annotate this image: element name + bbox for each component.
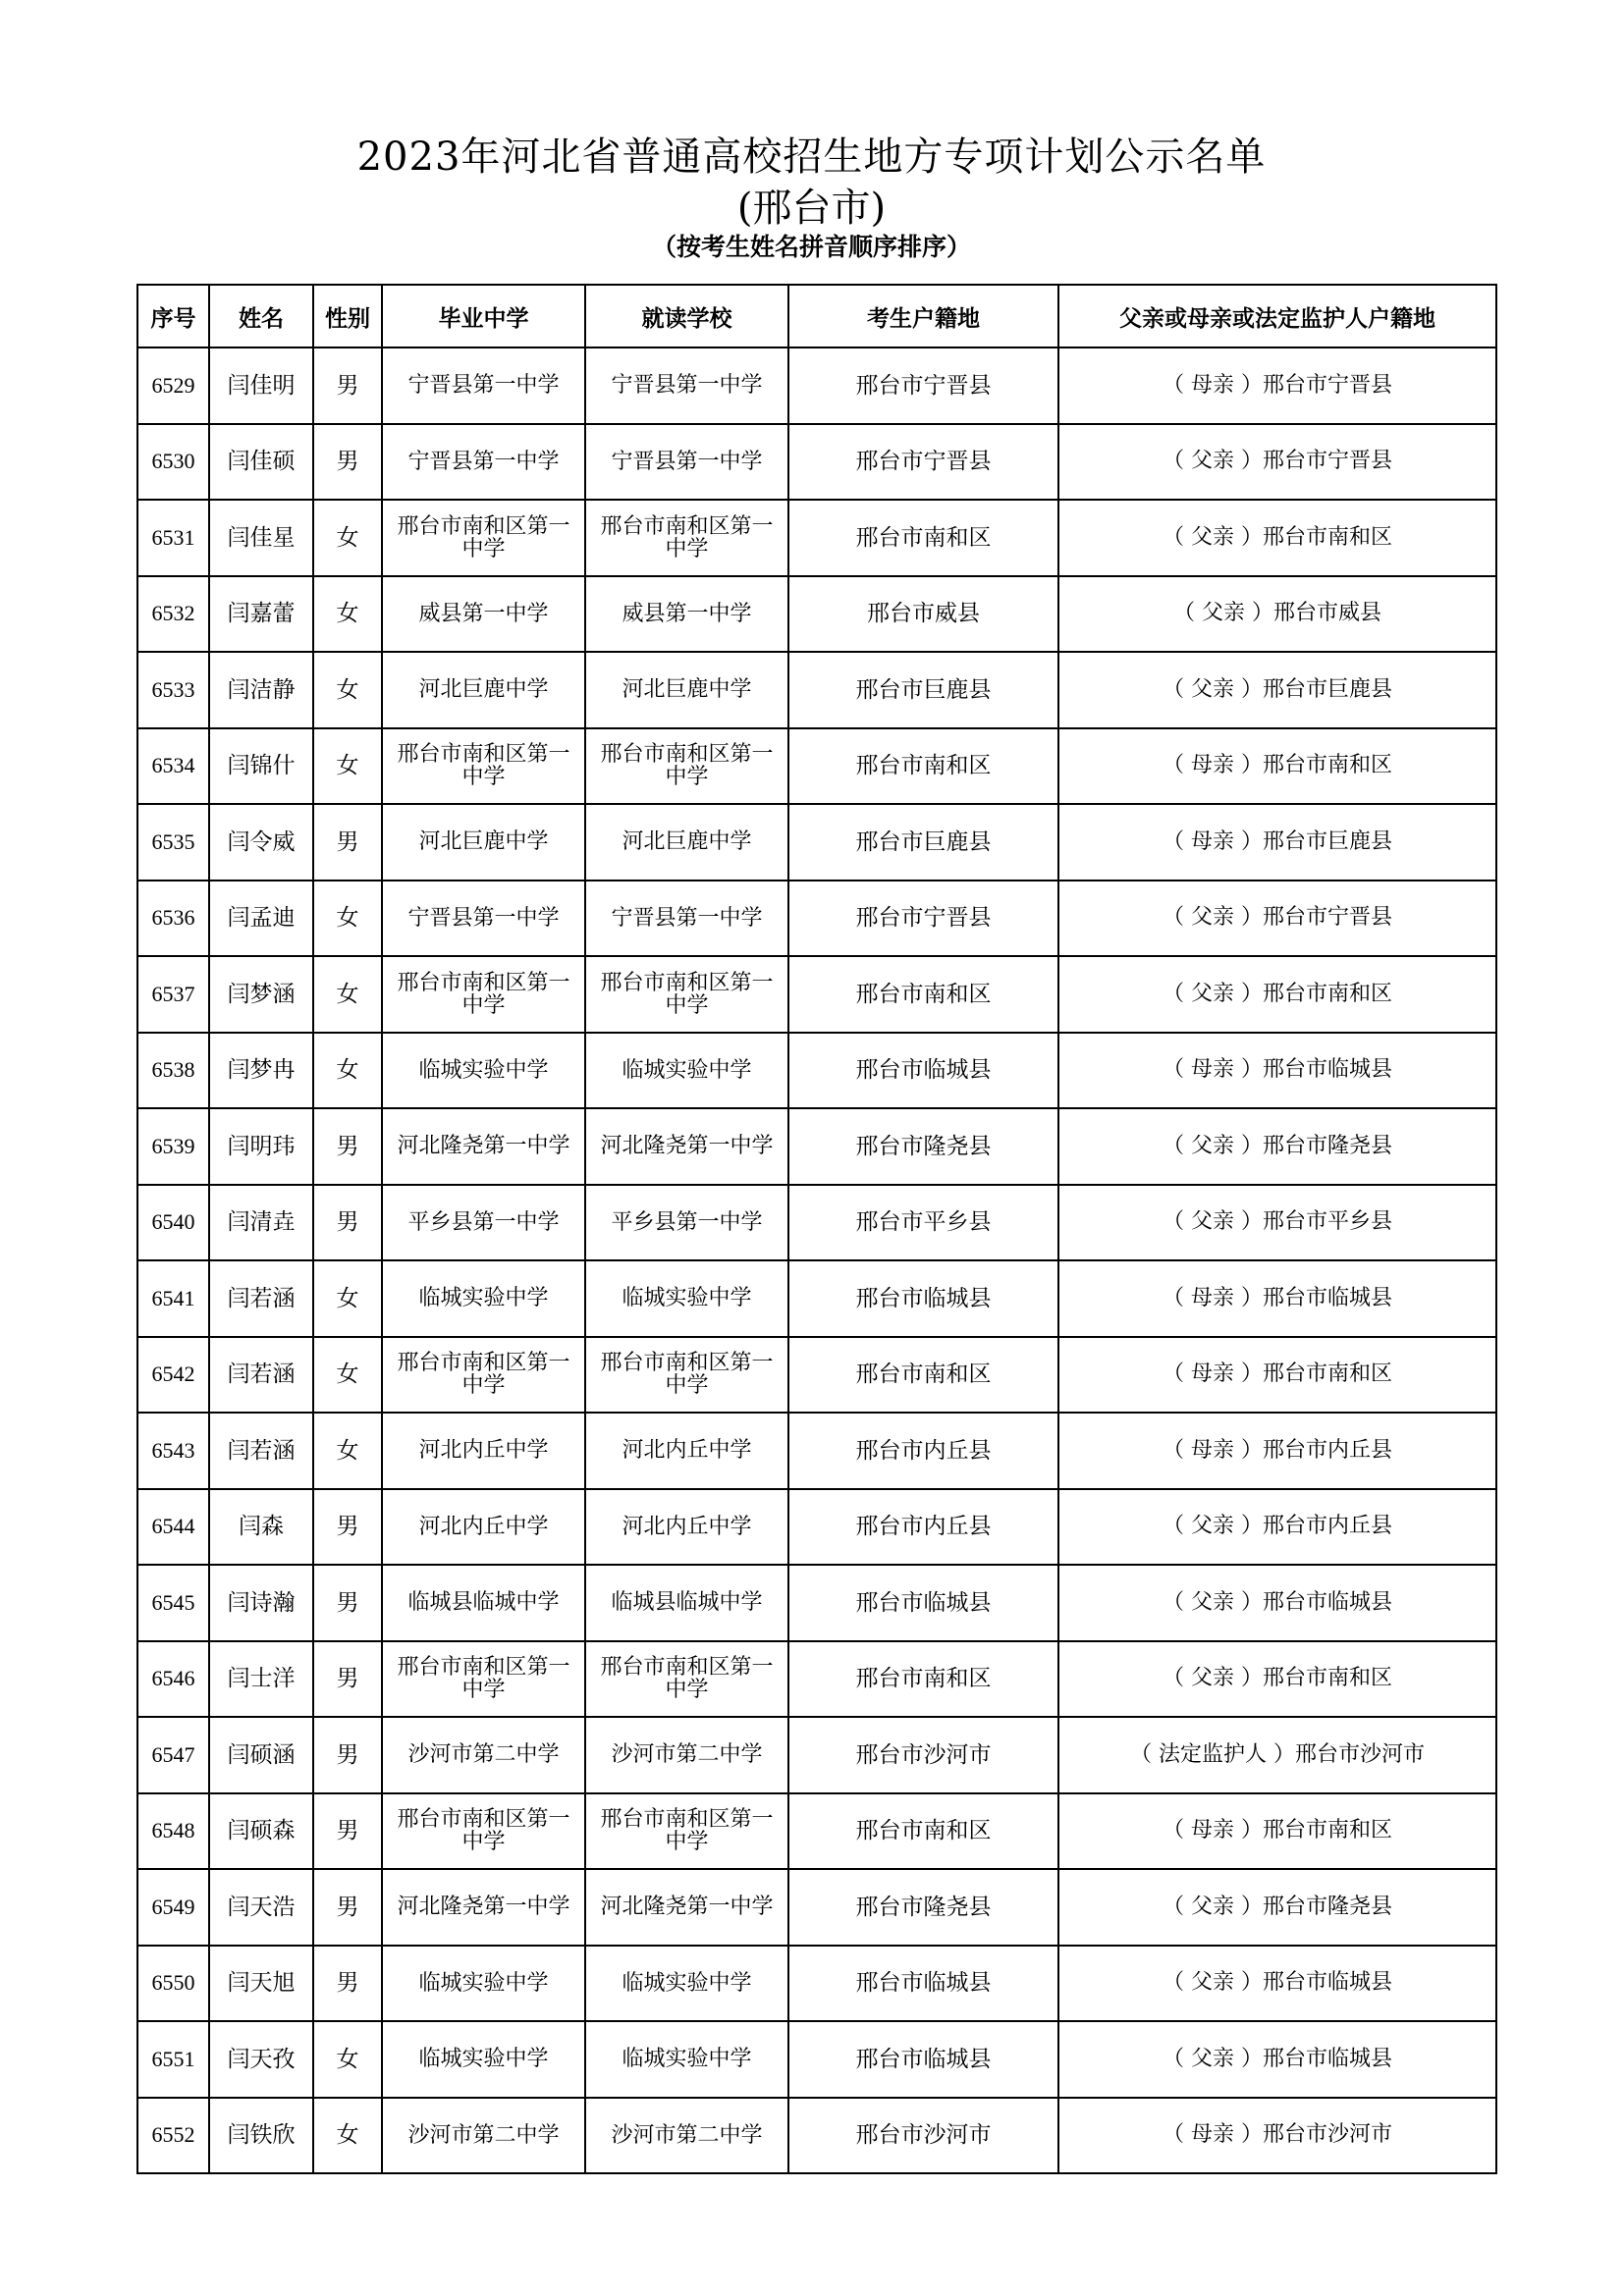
cell-gender: 男 [313, 1946, 382, 2022]
cell-index: 6545 [137, 1565, 209, 1641]
cell-student-residence: 邢台市临城县 [788, 2021, 1058, 2098]
document-subtitle: (邢台市) [736, 186, 887, 231]
cell-guardian-residence: （ 父亲 ）邢台市南和区 [1058, 1641, 1496, 1718]
cell-graduation-school: 临城实验中学 [382, 2021, 585, 2098]
cell-graduation-school: 河北隆尧第一中学 [382, 1108, 585, 1185]
cell-student-residence: 邢台市南和区 [788, 1793, 1058, 1870]
cell-gender: 女 [313, 1337, 382, 1414]
cell-student-residence: 邢台市威县 [788, 576, 1058, 653]
cell-student-residence: 邢台市临城县 [788, 1946, 1058, 2022]
cell-graduation-school: 宁晋县第一中学 [382, 881, 585, 957]
table-row [137, 500, 1496, 576]
cell-graduation-school: 邢台市南和区第一中学 [382, 728, 585, 805]
cell-index: 6530 [137, 424, 209, 501]
cell-student-residence: 邢台市南和区 [788, 956, 1058, 1033]
cell-current-school: 宁晋县第一中学 [585, 347, 788, 424]
header-gender: 性别 [313, 285, 382, 347]
cell-graduation-school: 宁晋县第一中学 [382, 424, 585, 501]
cell-index: 6531 [137, 500, 209, 576]
cell-name: 闫天浩 [209, 1869, 313, 1946]
cell-index: 6544 [137, 1489, 209, 1566]
cell-graduation-school: 平乡县第一中学 [382, 1185, 585, 1261]
cell-gender: 女 [313, 2098, 382, 2174]
roster-table [136, 284, 1497, 2174]
cell-current-school: 邢台市南和区第一中学 [585, 1337, 788, 1414]
cell-student-residence: 邢台市内丘县 [788, 1413, 1058, 1489]
cell-current-school: 邢台市南和区第一中学 [585, 1793, 788, 1870]
cell-gender: 男 [313, 1641, 382, 1718]
cell-graduation-school: 临城实验中学 [382, 1946, 585, 2022]
document-title: 2023年河北省普通高校招生地方专项计划公示名单 [356, 134, 1267, 180]
cell-guardian-residence: （ 母亲 ）邢台市临城县 [1058, 1033, 1496, 1109]
cell-name: 闫森 [209, 1489, 313, 1566]
cell-guardian-residence: （ 法定监护人 ）邢台市沙河市 [1058, 1717, 1496, 1793]
cell-name: 闫锦什 [209, 728, 313, 805]
cell-current-school: 宁晋县第一中学 [585, 424, 788, 501]
cell-graduation-school: 临城县临城中学 [382, 1565, 585, 1641]
cell-gender: 女 [313, 1413, 382, 1489]
cell-index: 6532 [137, 576, 209, 653]
cell-guardian-residence: （ 母亲 ）邢台市宁晋县 [1058, 347, 1496, 424]
cell-index: 6537 [137, 956, 209, 1033]
header-guardian-residence: 父亲或母亲或法定监护人户籍地 [1058, 285, 1496, 347]
table-row [137, 2021, 1496, 2098]
table-row [137, 1413, 1496, 1489]
cell-guardian-residence: （ 父亲 ）邢台市内丘县 [1058, 1489, 1496, 1566]
header-name: 姓名 [209, 285, 313, 347]
table-row [137, 1641, 1496, 1718]
cell-graduation-school: 邢台市南和区第一中学 [382, 1337, 585, 1414]
cell-index: 6552 [137, 2098, 209, 2174]
header-current-school: 就读学校 [585, 285, 788, 347]
cell-student-residence: 邢台市巨鹿县 [788, 652, 1058, 728]
cell-student-residence: 邢台市隆尧县 [788, 1869, 1058, 1946]
cell-guardian-residence: （ 母亲 ）邢台市内丘县 [1058, 1413, 1496, 1489]
cell-student-residence: 邢台市隆尧县 [788, 1108, 1058, 1185]
cell-current-school: 临城实验中学 [585, 1260, 788, 1337]
header-index: 序号 [137, 285, 209, 347]
cell-graduation-school: 河北内丘中学 [382, 1489, 585, 1566]
cell-student-residence: 邢台市宁晋县 [788, 424, 1058, 501]
cell-guardian-residence: （ 父亲 ）邢台市宁晋县 [1058, 881, 1496, 957]
cell-guardian-residence: （ 母亲 ）邢台市临城县 [1058, 1260, 1496, 1337]
cell-name: 闫天旭 [209, 1946, 313, 2022]
cell-name: 闫硕涵 [209, 1717, 313, 1793]
cell-gender: 女 [313, 956, 382, 1033]
cell-guardian-residence: （ 父亲 ）邢台市威县 [1058, 576, 1496, 653]
table-row [137, 1185, 1496, 1261]
cell-graduation-school: 邢台市南和区第一中学 [382, 1641, 585, 1718]
cell-graduation-school: 河北巨鹿中学 [382, 652, 585, 728]
cell-index: 6547 [137, 1717, 209, 1793]
cell-student-residence: 邢台市南和区 [788, 1337, 1058, 1414]
cell-guardian-residence: （ 母亲 ）邢台市南和区 [1058, 728, 1496, 805]
table-row [137, 1337, 1496, 1414]
cell-index: 6543 [137, 1413, 209, 1489]
cell-guardian-residence: （ 母亲 ）邢台市南和区 [1058, 1793, 1496, 1870]
cell-gender: 女 [313, 1033, 382, 1109]
cell-index: 6535 [137, 804, 209, 881]
table-row [137, 424, 1496, 501]
cell-student-residence: 邢台市临城县 [788, 1033, 1058, 1109]
cell-index: 6549 [137, 1869, 209, 1946]
cell-current-school: 河北内丘中学 [585, 1489, 788, 1566]
cell-name: 闫明玮 [209, 1108, 313, 1185]
cell-gender: 女 [313, 1260, 382, 1337]
cell-student-residence: 邢台市平乡县 [788, 1185, 1058, 1261]
cell-student-residence: 邢台市沙河市 [788, 2098, 1058, 2174]
cell-graduation-school: 邢台市南和区第一中学 [382, 1793, 585, 1870]
table-header-row [137, 285, 1496, 347]
table-row [137, 1033, 1496, 1109]
cell-current-school: 邢台市南和区第一中学 [585, 956, 788, 1033]
cell-index: 6548 [137, 1793, 209, 1870]
cell-current-school: 河北内丘中学 [585, 1413, 788, 1489]
cell-graduation-school: 邢台市南和区第一中学 [382, 500, 585, 576]
cell-current-school: 邢台市南和区第一中学 [585, 1641, 788, 1718]
document-note: （按考生姓名拼音顺序排序） [651, 233, 971, 261]
cell-name: 闫梦冉 [209, 1033, 313, 1109]
cell-guardian-residence: （ 母亲 ）邢台市沙河市 [1058, 2098, 1496, 2174]
cell-gender: 男 [313, 1185, 382, 1261]
table-row [137, 1717, 1496, 1793]
table-row [137, 347, 1496, 424]
cell-gender: 女 [313, 500, 382, 576]
cell-graduation-school: 临城实验中学 [382, 1033, 585, 1109]
cell-index: 6533 [137, 652, 209, 728]
table-row [137, 1793, 1496, 1870]
cell-guardian-residence: （ 父亲 ）邢台市临城县 [1058, 1946, 1496, 2022]
cell-name: 闫令威 [209, 804, 313, 881]
cell-student-residence: 邢台市沙河市 [788, 1717, 1058, 1793]
cell-guardian-residence: （ 父亲 ）邢台市巨鹿县 [1058, 652, 1496, 728]
cell-gender: 男 [313, 1717, 382, 1793]
cell-current-school: 临城实验中学 [585, 1946, 788, 2022]
cell-name: 闫若涵 [209, 1337, 313, 1414]
cell-name: 闫硕森 [209, 1793, 313, 1870]
cell-current-school: 沙河市第二中学 [585, 1717, 788, 1793]
table-body [137, 347, 1496, 2173]
header-graduation-school: 毕业中学 [382, 285, 585, 347]
cell-guardian-residence: （ 父亲 ）邢台市临城县 [1058, 2021, 1496, 2098]
cell-student-residence: 邢台市临城县 [788, 1565, 1058, 1641]
cell-current-school: 威县第一中学 [585, 576, 788, 653]
cell-index: 6551 [137, 2021, 209, 2098]
cell-gender: 男 [313, 1565, 382, 1641]
cell-current-school: 河北隆尧第一中学 [585, 1869, 788, 1946]
cell-guardian-residence: （ 父亲 ）邢台市隆尧县 [1058, 1108, 1496, 1185]
cell-student-residence: 邢台市南和区 [788, 1641, 1058, 1718]
cell-index: 6541 [137, 1260, 209, 1337]
table-row [137, 956, 1496, 1033]
cell-current-school: 邢台市南和区第一中学 [585, 500, 788, 576]
cell-graduation-school: 河北内丘中学 [382, 1413, 585, 1489]
cell-current-school: 宁晋县第一中学 [585, 881, 788, 957]
cell-current-school: 临城县临城中学 [585, 1565, 788, 1641]
table-row [137, 1260, 1496, 1337]
cell-guardian-residence: （ 母亲 ）邢台市巨鹿县 [1058, 804, 1496, 881]
cell-gender: 女 [313, 2021, 382, 2098]
cell-graduation-school: 沙河市第二中学 [382, 1717, 585, 1793]
cell-graduation-school: 宁晋县第一中学 [382, 347, 585, 424]
cell-index: 6529 [137, 347, 209, 424]
cell-index: 6534 [137, 728, 209, 805]
table-row [137, 804, 1496, 881]
cell-name: 闫诗瀚 [209, 1565, 313, 1641]
cell-index: 6538 [137, 1033, 209, 1109]
cell-guardian-residence: （ 父亲 ）邢台市平乡县 [1058, 1185, 1496, 1261]
cell-guardian-residence: （ 父亲 ）邢台市临城县 [1058, 1565, 1496, 1641]
cell-guardian-residence: （ 父亲 ）邢台市南和区 [1058, 500, 1496, 576]
cell-current-school: 临城实验中学 [585, 2021, 788, 2098]
cell-name: 闫佳硕 [209, 424, 313, 501]
cell-current-school: 河北巨鹿中学 [585, 652, 788, 728]
table-row [137, 881, 1496, 957]
cell-graduation-school: 临城实验中学 [382, 1260, 585, 1337]
cell-current-school: 河北隆尧第一中学 [585, 1108, 788, 1185]
cell-graduation-school: 邢台市南和区第一中学 [382, 956, 585, 1033]
cell-name: 闫孟迪 [209, 881, 313, 957]
cell-gender: 男 [313, 347, 382, 424]
cell-graduation-school: 威县第一中学 [382, 576, 585, 653]
table-row [137, 2098, 1496, 2174]
cell-gender: 男 [313, 424, 382, 501]
cell-name: 闫梦涵 [209, 956, 313, 1033]
cell-name: 闫天孜 [209, 2021, 313, 2098]
cell-gender: 男 [313, 1793, 382, 1870]
cell-index: 6550 [137, 1946, 209, 2022]
cell-current-school: 邢台市南和区第一中学 [585, 728, 788, 805]
cell-student-residence: 邢台市宁晋县 [788, 881, 1058, 957]
cell-name: 闫佳明 [209, 347, 313, 424]
cell-student-residence: 邢台市宁晋县 [788, 347, 1058, 424]
cell-gender: 女 [313, 728, 382, 805]
cell-student-residence: 邢台市巨鹿县 [788, 804, 1058, 881]
cell-name: 闫若涵 [209, 1260, 313, 1337]
cell-guardian-residence: （ 父亲 ）邢台市南和区 [1058, 956, 1496, 1033]
cell-student-residence: 邢台市南和区 [788, 728, 1058, 805]
cell-gender: 男 [313, 1108, 382, 1185]
table-row [137, 576, 1496, 653]
cell-name: 闫士洋 [209, 1641, 313, 1718]
table-row [137, 1565, 1496, 1641]
cell-name: 闫清垚 [209, 1185, 313, 1261]
cell-student-residence: 邢台市内丘县 [788, 1489, 1058, 1566]
table-row [137, 1946, 1496, 2022]
cell-gender: 男 [313, 1869, 382, 1946]
cell-student-residence: 邢台市南和区 [788, 500, 1058, 576]
cell-graduation-school: 河北隆尧第一中学 [382, 1869, 585, 1946]
cell-index: 6546 [137, 1641, 209, 1718]
cell-name: 闫若涵 [209, 1413, 313, 1489]
cell-guardian-residence: （ 父亲 ）邢台市隆尧县 [1058, 1869, 1496, 1946]
cell-gender: 男 [313, 1489, 382, 1566]
cell-current-school: 沙河市第二中学 [585, 2098, 788, 2174]
cell-current-school: 临城实验中学 [585, 1033, 788, 1109]
table-row [137, 652, 1496, 728]
cell-name: 闫洁静 [209, 652, 313, 728]
cell-gender: 女 [313, 652, 382, 728]
cell-index: 6539 [137, 1108, 209, 1185]
cell-name: 闫嘉蕾 [209, 576, 313, 653]
cell-name: 闫佳星 [209, 500, 313, 576]
table-row [137, 1108, 1496, 1185]
cell-name: 闫铁欣 [209, 2098, 313, 2174]
cell-current-school: 河北巨鹿中学 [585, 804, 788, 881]
cell-gender: 男 [313, 804, 382, 881]
cell-guardian-residence: （ 父亲 ）邢台市宁晋县 [1058, 424, 1496, 501]
cell-student-residence: 邢台市临城县 [788, 1260, 1058, 1337]
table-row [137, 728, 1496, 805]
cell-guardian-residence: （ 母亲 ）邢台市南和区 [1058, 1337, 1496, 1414]
table-row [137, 1869, 1496, 1946]
table-row [137, 1489, 1496, 1566]
cell-graduation-school: 河北巨鹿中学 [382, 804, 585, 881]
header-student-residence: 考生户籍地 [788, 285, 1058, 347]
cell-gender: 女 [313, 881, 382, 957]
cell-index: 6540 [137, 1185, 209, 1261]
cell-index: 6542 [137, 1337, 209, 1414]
cell-current-school: 平乡县第一中学 [585, 1185, 788, 1261]
cell-graduation-school: 沙河市第二中学 [382, 2098, 585, 2174]
cell-gender: 女 [313, 576, 382, 653]
cell-index: 6536 [137, 881, 209, 957]
